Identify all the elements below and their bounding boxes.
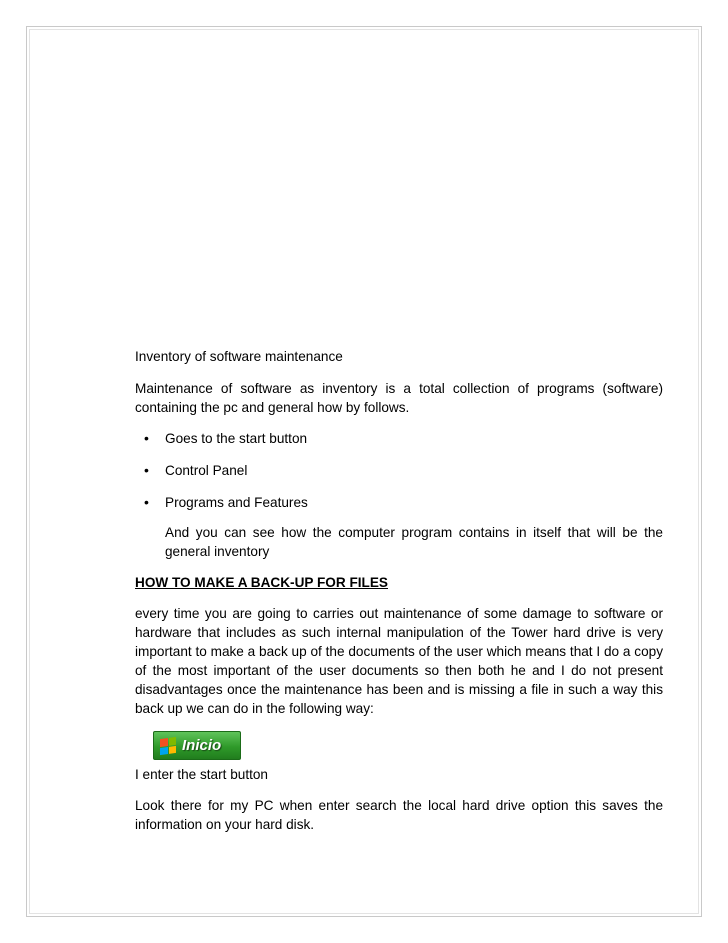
bullet-icon: •	[144, 494, 149, 510]
final-paragraph: Look there for my PC when enter search the local hard drive option this saves the information on your hard disk.	[135, 798, 663, 832]
document-content	[135, 347, 663, 834]
start-button-figure	[135, 731, 663, 765]
list-item	[135, 461, 663, 480]
document-page	[26, 26, 702, 917]
list-item	[135, 493, 663, 512]
list-item-text: Programs and Features	[165, 495, 308, 510]
steps-list	[135, 429, 663, 512]
list-item	[135, 429, 663, 448]
list-note: And you can see how the computer program contains in itself that will be the general inventory	[165, 525, 663, 559]
bullet-icon: •	[144, 462, 149, 478]
start-button-image	[153, 731, 241, 760]
list-item-text: Control Panel	[165, 463, 248, 478]
start-caption: I enter the start button	[135, 767, 268, 782]
start-button-label: Inicio	[182, 737, 222, 754]
list-item-text: Goes to the start button	[165, 431, 308, 446]
intro-paragraph: Maintenance of software as inventory is a total collection of programs (software) containing the pc and general how by follows.	[135, 381, 663, 415]
backup-heading: HOW TO MAKE A BACK-UP FOR FILES	[135, 575, 388, 590]
backup-paragraph: every time you are going to carries out maintenance of some damage to software or hardware that includes as such internal manipulation of the Tower hard drive is very important to make a back up of the documents of the user which means that I do a copy of the most important of the user documents so then both he and I do not present disadvantages once the maintenance has been and is missing a file in such a way this back up we can do in the following way:	[135, 606, 663, 716]
bullet-icon: •	[144, 430, 149, 446]
windows-logo-icon	[160, 736, 176, 754]
section-title: Inventory of software maintenance	[135, 349, 343, 364]
